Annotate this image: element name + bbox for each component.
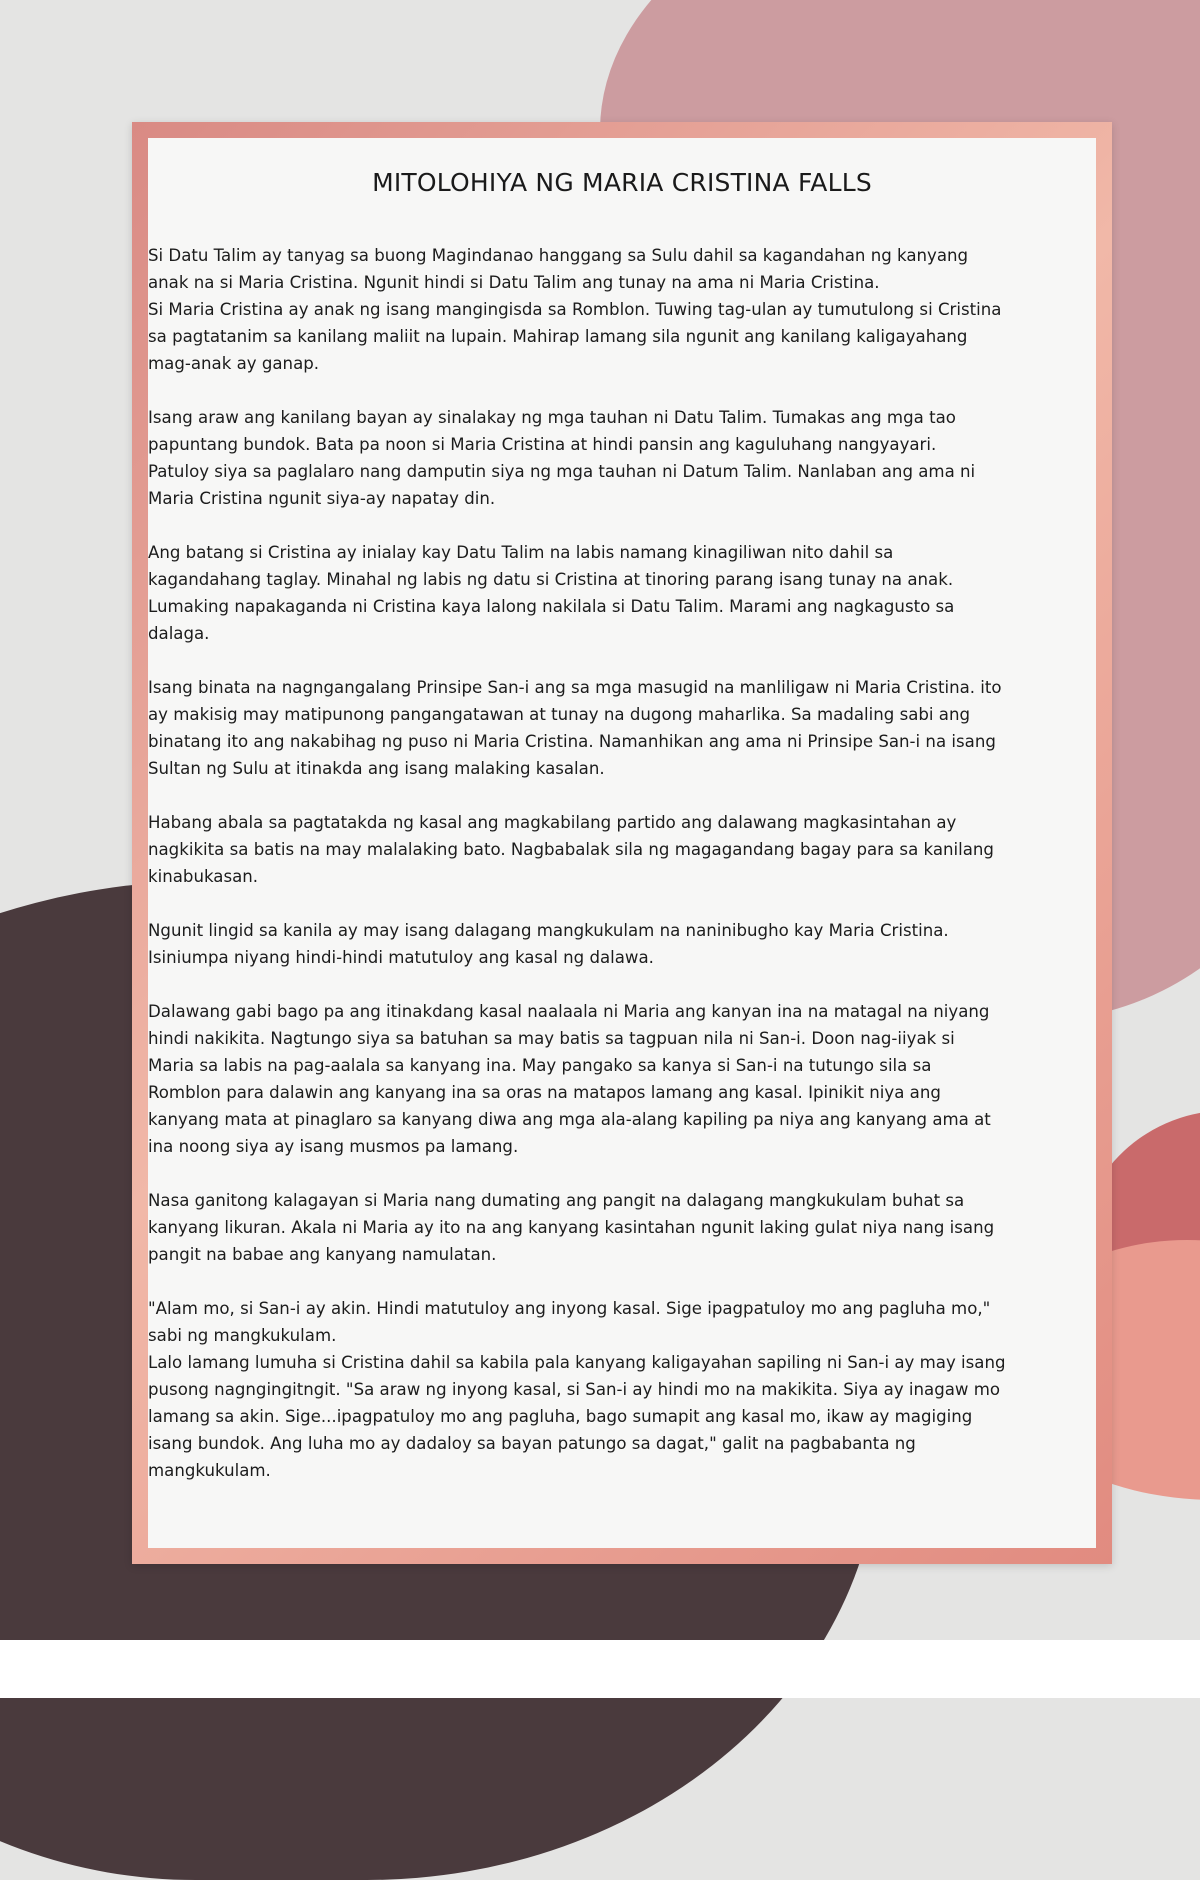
page-bottom-margin	[0, 1640, 1200, 1698]
paragraph-5: Habang abala sa pagtatakda ng kasal ang magkabilang partido ang dalawang magkasintahan ay nagkikita sa batis na may malalaking bato. Nagbabalak sila ng magagandang bagay para sa kanilang kinabukasan.	[148, 813, 994, 886]
paragraph-8: Nasa ganitong kalagayan si Maria nang dumating ang pangit na dalagang mangkukulam buhat sa kanyang likuran. Akala ni Maria ay ito na ang kanyang kasintahan ngunit laking gulat niya nang isang pangit na babae ang kanyang namulatan.	[148, 1191, 995, 1264]
document-body	[148, 242, 1078, 1511]
paragraph-3: Ang batang si Cristina ay inialay kay Datu Talim na labis namang kinagiliwan nito dahil sa kagandahang taglay. Minahal ng labis ng datu si Cristina at tinoring parang isang tunay na anak. Lumaking napakaganda ni Cristina kaya lalong nakilala si Datu Talim. Marami ang nagkagusto sa dalaga.	[148, 543, 955, 643]
paragraph-7: Dalawang gabi bago pa ang itinakdang kasal naalaala ni Maria ang kanyan ina na matagal na niyang hindi nakikita. Nagtungo siya sa batuhan sa may batis sa tagpuan nila ni San-i. Doon nag-iiyak si Maria sa labis na pag-aalala sa kanyang ina. May pangako sa kanya si San-i na tutungo sila sa Romblon para dalawin ang kanyang ina sa oras na matapos lamang ang kasal. Ipinikit niya ang kanyang mata at pinaglaro sa kanyang diwa ang mga ala-alang kapiling pa niya ang kanyang ama at ina noong siya ay isang musmos pa lamang.	[148, 1002, 991, 1156]
paragraph-1: Si Datu Talim ay tanyag sa buong Magindanao hanggang sa Sulu dahil sa kagandahan ng kanyang anak na si Maria Cristina. Ngunit hindi si Datu Talim ang tunay na ama ni Maria Cristina. Si Maria Cristina ay anak ng isang mangingisda sa Romblon. Tuwing tag-ulan ay tumutulong si Cristina sa pagtatanim sa kanilang maliit na lupain. Mahirap lamang sila ngunit ang kanilang kaligayahang mag-anak ay ganap.	[148, 246, 1002, 373]
paragraph-9: "Alam mo, si San-i ay akin. Hindi matutuloy ang inyong kasal. Sige ipagpatuloy mo ang pagluha mo," sabi ng mangkukulam. Lalo lamang lumuha si Cristina dahil sa kabila pala kanyang kaligayahan sapiling ni San-i ay may isang pusong nagngingitngit. "Sa araw ng inyong kasal, si San-i ay hindi mo na makikita. Siya ay inagaw mo lamang sa akin. Sige...ipagpatuloy mo ang pagluha, bago sumapit ang kasal mo, ikaw ay magiging isang bundok. Ang luha mo ay dadaloy sa bayan patungo sa dagat," galit na pagbabanta ng mangkukulam.	[148, 1299, 1006, 1480]
paragraph-4: Isang binata na nagngangalang Prinsipe San-i ang sa mga masugid na manliligaw ni Maria Cristina. ito ay makisig may matipunong pangangatawan at tunay na dugong maharlika. Sa madaling sabi ang binatang ito ang nakabihag ng puso ni Maria Cristina. Namanhikan ang ama ni Prinsipe San-i na isang Sultan ng Sulu at itinakda ang isang malaking kasalan.	[148, 678, 1002, 778]
paragraph-6: Ngunit lingid sa kanila ay may isang dalagang mangkukulam na naninibugho kay Maria Cristina. Isiniumpa niyang hindi-hindi matutuloy ang kasal ng dalawa.	[148, 921, 949, 967]
paragraph-2: Isang araw ang kanilang bayan ay sinalakay ng mga tauhan ni Datu Talim. Tumakas ang mga tao papuntang bundok. Bata pa noon si Maria Cristina at hindi pansin ang kaguluhang nangyayari. Patuloy siya sa paglalaro nang damputin siya ng mga tauhan ni Datum Talim. Nanlaban ang ama ni Maria Cristina ngunit siya-ay napatay din.	[148, 408, 976, 508]
document-page	[148, 138, 1096, 1548]
document-title: MITOLOHIYA NG MARIA CRISTINA FALLS	[372, 168, 872, 197]
